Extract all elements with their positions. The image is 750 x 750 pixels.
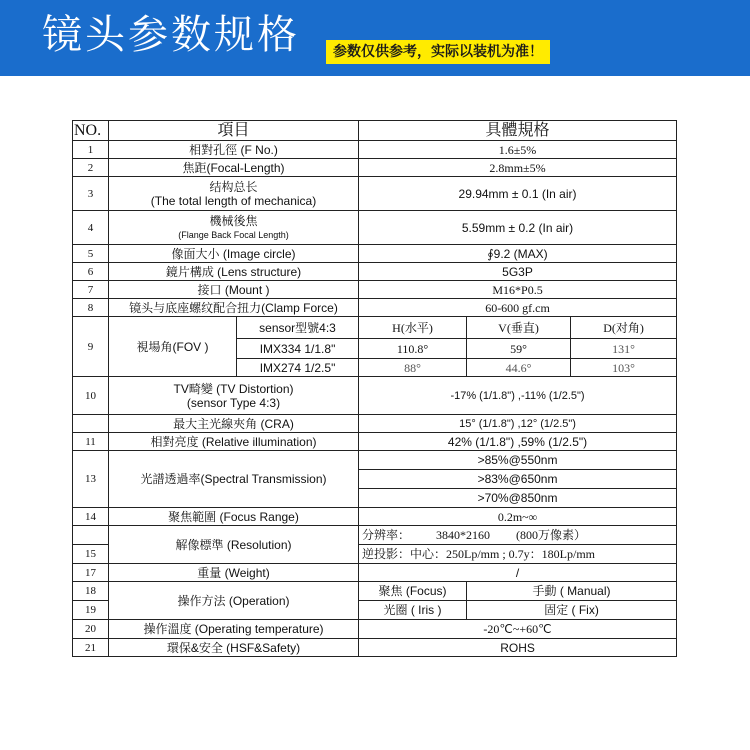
row-number: 20 — [73, 620, 109, 639]
header-banner — [0, 0, 750, 76]
row-value: 42% (1/1.8") ,59% (1/2.5") — [359, 433, 677, 451]
fov-sensor: IMX274 1/2.5" — [237, 359, 359, 377]
row-label-line: (sensor Type 4:3) — [186, 395, 281, 410]
header-no: NO. — [73, 121, 109, 141]
row-number: 11 — [73, 433, 109, 451]
fov-v-header: V(垂直) — [467, 317, 571, 339]
row-label: 視場角(FOV ) — [109, 317, 237, 377]
fov-sensor-header: sensor型號4:3 — [237, 317, 359, 339]
row-value: 5G3P — [359, 263, 677, 281]
row-number: 18 — [73, 582, 109, 601]
fov-h-value: 88° — [359, 359, 467, 377]
row-number — [73, 415, 109, 433]
header-item: 項目 — [109, 121, 359, 141]
table-row — [73, 620, 677, 639]
fov-d-header: D(对角) — [571, 317, 677, 339]
table-row — [73, 639, 677, 657]
fov-sensor: IMX334 1/1.8" — [237, 339, 359, 359]
row-number: 6 — [73, 263, 109, 281]
fov-d-value: 131° — [571, 339, 677, 359]
row-label — [109, 177, 359, 211]
table-row — [73, 211, 677, 245]
transmission-value: >85%@550nm — [359, 451, 677, 470]
row-number: 10 — [73, 377, 109, 415]
row-label-line: (Flange Back Focal Length) — [178, 229, 289, 240]
row-label-line: (The total length of mechanica) — [150, 193, 317, 208]
row-label: 聚焦範圍 (Focus Range) — [109, 508, 359, 526]
disclaimer-note: 参数仅供参考，实际以装机为准！ — [326, 40, 550, 64]
row-number: 13 — [73, 451, 109, 508]
row-label: 焦距(Focal-Length) — [109, 159, 359, 177]
row-label: 像面大小 (Image circle) — [109, 245, 359, 263]
row-label: 操作方法 (Operation) — [109, 582, 359, 620]
resolution-label: 分辨率： — [362, 528, 411, 542]
table-row — [73, 508, 677, 526]
table-row — [73, 177, 677, 211]
table-row — [73, 263, 677, 281]
row-number: 4 — [73, 211, 109, 245]
fov-h-header: H(水平) — [359, 317, 467, 339]
row-number: 1 — [73, 141, 109, 159]
row-number: 2 — [73, 159, 109, 177]
row-value: 0.2m~∞ — [359, 508, 677, 526]
row-label-line: 機械後焦 — [209, 213, 258, 228]
row-label-line: TV畸變 (TV Distortion) — [173, 381, 294, 396]
row-value: -20℃~+60℃ — [359, 620, 677, 639]
row-label: 鏡片構成 (Lens structure) — [109, 263, 359, 281]
spec-table — [72, 120, 677, 657]
table-row — [73, 415, 677, 433]
row-label: 镜头与底座螺纹配合扭力(Clamp Force) — [109, 299, 359, 317]
operation-iris-label: 光圈 ( Iris ) — [359, 601, 467, 620]
row-label: 解像標準 (Resolution) — [109, 526, 359, 564]
table-row — [73, 281, 677, 299]
resolution-line-1 — [359, 526, 677, 545]
row-value: -17% (1/1.8") ,-11% (1/2.5") — [359, 377, 677, 415]
table-row-operation — [73, 582, 677, 601]
row-value: 1.6±5% — [359, 141, 677, 159]
row-label: 環保&安全 (HSF&Safety) — [109, 639, 359, 657]
row-number: 9 — [73, 317, 109, 377]
row-value: / — [359, 564, 677, 582]
table-row — [73, 377, 677, 415]
table-row-fov-header — [73, 317, 677, 339]
table-row — [73, 299, 677, 317]
row-number: 3 — [73, 177, 109, 211]
resolution-line-2: 逆投影：中心：250Lp/mm ; 0.7y：180Lp/mm — [359, 545, 677, 564]
row-label: 最大主光線夾角 (CRA) — [109, 415, 359, 433]
fov-v-value: 59° — [467, 339, 571, 359]
row-value: ∮9.2 (MAX) — [359, 245, 677, 263]
row-number: 5 — [73, 245, 109, 263]
table-row — [73, 245, 677, 263]
table-row-resolution — [73, 526, 677, 545]
operation-iris-value: 固定 ( Fix) — [467, 601, 677, 620]
row-number-empty — [73, 526, 109, 545]
row-label-line: 结构总长 — [209, 179, 258, 194]
operation-focus-label: 聚焦 (Focus) — [359, 582, 467, 601]
row-number: 15 — [73, 545, 109, 564]
row-number: 8 — [73, 299, 109, 317]
row-number: 21 — [73, 639, 109, 657]
row-number: 7 — [73, 281, 109, 299]
row-value: 60-600 gf.cm — [359, 299, 677, 317]
row-value: 5.59mm ± 0.2 (In air) — [359, 211, 677, 245]
row-label: 相對亮度 (Relative illumination) — [109, 433, 359, 451]
row-value: ROHS — [359, 639, 677, 657]
resolution-megapixel: (800万像素） — [516, 528, 587, 542]
fov-d-value: 103° — [571, 359, 677, 377]
row-value: 29.94mm ± 0.1 (In air) — [359, 177, 677, 211]
row-label — [109, 377, 359, 415]
table-row — [73, 141, 677, 159]
transmission-value: >83%@650nm — [359, 470, 677, 489]
table-row — [73, 564, 677, 582]
table-row — [73, 433, 677, 451]
row-label — [109, 211, 359, 245]
operation-focus-value: 手動 ( Manual) — [467, 582, 677, 601]
page-title: 镜头参数规格 — [42, 12, 300, 58]
row-label: 光譜透過率(Spectral Transmission) — [109, 451, 359, 508]
resolution-value: 3840*2160 — [436, 528, 491, 542]
fov-h-value: 110.8° — [359, 339, 467, 359]
row-label: 重量 (Weight) — [109, 564, 359, 582]
row-value: M16*P0.5 — [359, 281, 677, 299]
header-spec: 具體規格 — [359, 121, 677, 141]
row-number: 17 — [73, 564, 109, 582]
row-number: 19 — [73, 601, 109, 620]
row-value: 2.8mm±5% — [359, 159, 677, 177]
table-row — [73, 159, 677, 177]
fov-v-value: 44.6° — [467, 359, 571, 377]
row-number: 14 — [73, 508, 109, 526]
row-label: 操作溫度 (Operating temperature) — [109, 620, 359, 639]
table-header-row — [73, 121, 677, 141]
table-row-transmission — [73, 451, 677, 470]
transmission-value: >70%@850nm — [359, 489, 677, 508]
row-label: 相對孔徑 (F No.) — [109, 141, 359, 159]
row-label: 接口 (Mount ) — [109, 281, 359, 299]
row-value: 15° (1/1.8") ,12° (1/2.5") — [359, 415, 677, 433]
